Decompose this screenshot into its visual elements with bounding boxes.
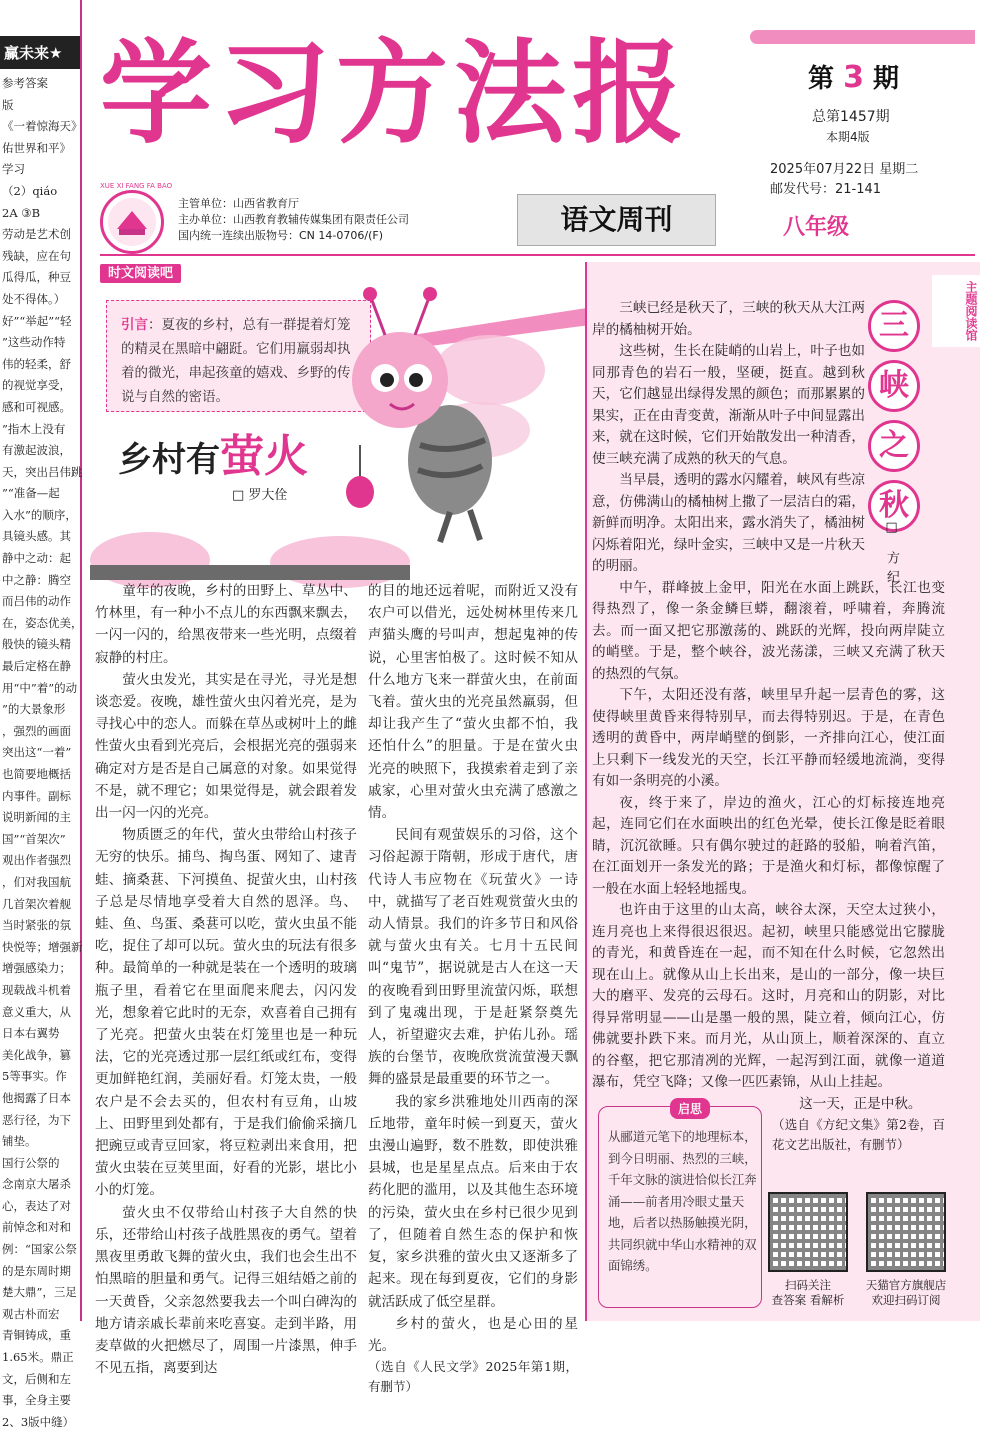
qishi-text: 从郦道元笔下的地理标本，到今日明丽、热烈的三峡，千年文脉的演进恰似长江奔涌——前者用冷眼丈量天地，后者以热肠触摸光阴，共同织就中华山水精神的双面锦绣。 [608,1129,757,1273]
strip-line: 铺垫。 [2,1134,37,1149]
strip-line: 中之静：腾空 [2,572,71,587]
strip-line: ”指木上没有 [2,421,66,436]
strip-line: 日本右翼势 [2,1026,60,1041]
intro-label: 引言 [121,317,148,333]
strip-text [0,73,83,1433]
hill-illustration [90,520,410,580]
logo-text: XUE XI FANG FA BAO [100,182,173,190]
total-issue: 总第1457期 [812,109,890,125]
strip-line: 念南京大屠杀 [2,1177,71,1192]
strip-line: 瓜得瓜，种豆 [2,270,71,285]
publisher-line: 主办单位：山西教育教辅传媒集团有限责任公司 [178,213,409,226]
title-char: 峡 [868,360,920,412]
title-char: 三 [868,300,920,352]
strip-line: （2）qiáo [2,183,58,198]
strip-line: 佑世界和平》 [2,140,71,155]
right-article-body [592,298,945,1155]
strip-line: 天，突出吕伟跳 [2,464,83,479]
paragraph: 三峡已经是秋天了，三峡的秋天从大江两岸的橘柚树开始。 [592,300,865,338]
paragraph: 下午，太阳还没有落，峡里早升起一层青色的雾，这使得峡里黄昏来得特别早，而去得特别迟。于是，在青色透明的黄昏中，两岸峭壁的倒影，一齐排向江心，使江面上只剩下一线发光的天空，长江平静而轻缓地流淌，变得有如一条明亮的小溪。 [592,687,945,789]
previous-page-strip [0,0,83,1429]
issue-accent-bar [750,30,975,44]
strip-line: 最后定格在静 [2,659,71,674]
strip-line: 快悦等；增强新 [2,939,83,954]
strip-line: 有激起波浪， [2,443,71,458]
strip-line: 《一着惊海天》 [2,119,83,134]
strip-line: 版 [2,97,14,112]
strip-line: 静中之动：起 [2,551,71,566]
paragraph: 萤火虫不仅带给山村孩子大自然的快乐，还带给山村孩子战胜黑夜的勇气。望着黑夜里勇敢飞舞的萤火虫，我们也会生出不怕黑暗的胆量和勇气。记得三姐结婚之前的一天黄昏，父亲忽然要我去一个叫白碑沟的地方请亲戚长辈前来吃喜宴。走到半路，用麦草做的火把燃尽了，周围一片漆黑，伸手不见五指，离要到达 [95,1204,357,1377]
strip-line: 事，全身主要 [2,1393,71,1408]
weekly-title: 语文周刊 [517,194,716,246]
paragraph: 这一天，正是中秋。 [799,1095,922,1112]
strip-line: 观出作者强烈 [2,853,71,868]
side-section-tag: 主题阅读馆 [932,275,988,347]
strip-line: 处不得体。） [2,291,66,306]
strip-line: 入水”的顺序， [2,507,77,522]
strip-line: 内事件。副标 [2,788,71,803]
strip-line: 2A ③B [2,205,41,220]
strip-line: 学习 [2,162,25,177]
paragraph: 民间有观萤娱乐的习俗，这个习俗起源于隋朝，形成于唐代，唐代诗人韦应物在《玩萤火》一诗中，就描写了老百姓观赏萤火虫的动人情景。我们的许多节日和风俗就与萤火虫有关。七月十五民间叫“鬼节”，据说就是古人在这一天的夜晚看到田野里流萤闪烁，联想到了鬼魂出现，于是赶紧祭奠先人，祈望避灾去难，护佑儿孙。瑶族的台堡节，夜晚欣赏流萤漫天飘舞的盛景是最重要的环节之一。 [368,827,578,1088]
author-byline-left: □ 罗大佺 [232,488,288,503]
qishi-label: 启思 [670,1098,710,1119]
strip-line: 他揭露了日本 [2,1090,71,1105]
firefly-illustration [330,280,550,560]
article-column-2 [368,580,578,1397]
qr-code[interactable] [866,1192,946,1272]
section-tag-label: 时文阅读吧 [100,264,181,283]
article-title-fireflies [118,420,308,484]
strip-line: 感和可视感。 [2,399,71,414]
title-char: 秋 [868,480,920,532]
strip-line: 国”“首架次” [2,831,66,846]
strip-line: 青铜铸成，重 [2,1328,71,1343]
strip-line: 参考答案 [2,76,48,90]
strip-line: 伟的轻柔，舒 [2,356,71,371]
paragraph: 物质匮乏的年代，萤火虫带给山村孩子无穷的快乐。捕鸟、掏鸟蛋、网知了、逮青蛙、摘桑葚、下河摸鱼、捉萤火虫，山村孩子总是尽情地享受着大自然的恩泽。鸟、蛙、鱼、鸟蛋、桑葚可以吃，萤火虫虽不能吃，捉住了却可以玩。萤火虫的玩法有很多种。最简单的一种就是装在一个透明的玻璃瓶子里，看着它在里面爬来爬去，闪闪发光，想象着它此时的无奈，欢喜着自己拥有了光亮。把萤火虫装在灯笼里也是一种玩法，它的光亮透过那一层红纸或红布，变得更加鲜艳红润，美丽好看。灯笼太贵，一般农户是不会去买的，但农村有豆角，山坡上、田野里到处都有，于是我们偷偷采摘几把豌豆或青豆回家，将豆粒剥出来食用，把萤火虫装在豆荚里面，好看的光影，堪比小小的灯笼。 [95,827,357,1199]
section-tag-left [100,262,181,281]
page-count: 本期4版 [826,130,870,144]
issue-prefix: 第 [808,64,835,94]
strip-line: ”的大景象形 [2,702,66,717]
strip-line: 好”“举起”“轻 [2,313,72,328]
strip-line: 前悼念和对和 [2,1220,71,1235]
grade-label: 八年级 [783,215,850,240]
qr-block-answers[interactable] [768,1192,848,1308]
strip-line: 心，表达了对 [2,1198,71,1213]
strip-badge: 赢未来★ [0,36,80,69]
strip-line: ，们对我国航 [2,874,71,889]
paragraph: 这些树，生长在陡峭的山岩上，叶子也如同那青色的岩石一般，坚硬，挺直。越到秋天，它们越显出绿得发黑的颜色；而那累累的果实，正在由青变黄，渐渐从叶子中间显露出来，就在这时候，它们开始散发出一种清香，使三峡充满了成熟的秋天的气息。 [592,343,865,467]
issue-suffix: 期 [873,64,900,94]
strip-line: 恶行径，为下 [2,1112,71,1127]
newspaper-logo [100,190,164,254]
strip-line: 几首架次着舰 [2,896,71,911]
newspaper-brand-title: 学习方法报 [100,28,690,159]
strip-line: 的是东周时期 [2,1263,71,1278]
strip-line: 美化战争，篡 [2,1047,71,1062]
issue-date: 2025年07月22日 星期二 [770,162,919,177]
paragraph: 当早晨，透明的露水闪耀着，峡风有些凉意，仿佛满山的橘柚树上撒了一层洁白的霜，新鲜而明净。太阳出来，露水消失了，橘油树闪烁着阳光，绿叶金实，三峡中又是一片秋天的明丽。 [592,472,865,574]
source-note-right: （选自《方纪文集》第2卷，百花文艺出版社，有删节） [772,1117,945,1152]
qr-caption: 天猫官方旗舰店 [865,1278,947,1292]
strip-line: 用“中”着”的动 [2,680,78,695]
strip-line: 增强感染力； [2,961,71,976]
qr-caption: 查答案 看解析 [771,1293,845,1307]
paragraph: 我的家乡洪雅地处川西南的深丘地带，童年时候一到夏天，萤火虫漫山遍野，数不胜数，即使洪雅县城，也是星星点点。后来由于农药化肥的滥用，以及其他生态环境的污染，萤火虫在乡村已很少见到了，但随着自然生态的保护和恢复，家乡洪雅的萤火虫又逐渐多了起来。现在每到夏夜，它们的身影就活跃成了低空星群。 [368,1093,578,1310]
strip-line: ”“准备—起 [2,486,60,501]
strip-line: 而吕伟的动作 [2,594,71,609]
strip-line: 例：“国家公祭 [2,1242,77,1257]
publisher-line: 国内统一连续出版物号：CN 14-0706/(F) [178,229,383,242]
paragraph: 萤火虫发光，其实是在寻光，寻光是想谈恋爱。夜晚，雄性萤火虫闪着光亮，是为寻找心中的恋人。而躲在草丛或树叶上的雌性萤火虫看到光亮后，会根据光亮的强弱来确定对方是否是自己属意的对象。如果觉得不是，就不理它；如果觉得是，就会跟着发出一闪一闪的光亮。 [95,671,357,822]
strip-line: 1.65米。鼎正 [2,1350,74,1365]
paragraph: 的目的地还远着呢，而附近又没有农户可以借光，远处树林里传来几声猫头鹰的号叫声，想起鬼神的传说，心里害怕极了。这时候不知从什么地方飞来一群萤火虫，在前面飞着。萤火虫的光亮虽然羸弱，但却让我产生了“萤火虫都不怕，我还怕什么”的胆量。于是在萤火虫光亮的映照下，我摸索着走到了亲戚家，心里对萤火虫充满了感激之情。 [368,583,578,822]
strip-line: 当时紧张的氛 [2,918,71,933]
qr-block-store[interactable] [866,1192,956,1308]
strip-line: 劳动是艺术创 [2,227,71,242]
publisher-info [178,196,409,244]
qr-caption: 欢迎扫码订阅 [871,1293,941,1307]
post-code: 邮发代号：21-141 [770,182,882,197]
publisher-line: 主管单位：山西省教育厅 [178,197,299,210]
strip-line: 般快的镜头精 [2,637,71,652]
strip-line: 在，姿态优美， [2,615,83,630]
strip-line: 2、3版中缝） [2,1414,75,1429]
qr-code[interactable] [768,1192,848,1272]
paragraph: 童年的夜晚，乡村的田野上、草丛中、竹林里，有一种小不点儿的东西飘来飘去，一闪一闪的，给黑夜带来一些光明，点缀着寂静的村庄。 [95,583,357,666]
paragraph: 乡村的萤火，也是心田的星光。 [368,1315,578,1354]
strip-line: 的视觉享受， [2,378,71,393]
qr-caption: 扫码关注 [785,1278,831,1292]
title-accent: 萤火 [220,431,308,482]
intro-text: ：夏夜的乡村，总有一群提着灯笼的精灵在黑暗中翩跹。它们用羸弱却执着的微光，串起孩童的嬉戏、乡野的传说与自然的密语。 [121,317,351,405]
source-note-left: （选自《人民文学》2025年第1期，有删节） [368,1359,578,1395]
title-prefix: 乡村有 [118,440,220,480]
strip-line: 观古朴而宏 [2,1306,60,1321]
strip-line: 具镜头感。其 [2,529,71,544]
strip-line: 国行公祭的 [2,1155,60,1170]
paragraph: 也许由于这里的山太高，峡谷太深，天空太过狭小，连月亮也上来得很迟很迟。起初，峡里只能感觉出它朦胧的青光，和黄昏连在一起，而不知在什么时候，它忽然出现在山上。就像从山上长出来，是山的一部分，像一块巨大的磨平、发亮的云母石。这时，月亮和山的阴影，对比得异常明显——山是墨一般的黑，陡立着，倾向江心，仿佛就要扑跌下来。而月光，从山顶上，顺着深深的、直立的谷壑，把它那清冽的光辉，一起泻到江面，就像一道道瀑布，凭空飞降；又像一匹匹素锦，从山上挂起。 [592,902,945,1090]
issue-number [808,58,899,95]
article-column-1 [95,580,357,1379]
strip-line: 文，后侧和左 [2,1371,71,1386]
issue-no: 3 [843,60,864,95]
title-char: 之 [868,420,920,472]
paragraph: 中午，群峰披上金甲，阳光在水面上跳跃，长江也变得热烈了，像一条金鳞巨蟒，翻滚着，呼啸着，奔腾流去。而一面又把它那激荡的、跳跃的光辉，投向两岸陡立的峭壁。于是，整个峡谷，波光荡漾，三峡又充满了秋天的热烈的气氛。 [592,579,945,682]
strip-line: 意义重大，从 [2,1004,71,1019]
strip-line: 现载战斗机着 [2,982,71,997]
strip-line: 说明新闻的主 [2,810,71,825]
strip-line: 残缺，应在句 [2,248,71,263]
header-divider [100,254,975,256]
strip-line: ，强烈的画面 [2,723,71,738]
strip-line: 5等事实。作 [2,1069,67,1084]
paragraph: 夜，终于来了，岸边的渔火，江心的灯标接连地亮起，连同它们在水面映出的红色光晕，使长江像是眨着眼睛，沉沉欲睡。只有偶尔驶过的赶路的驳船，响着汽笛，在江面划开一条发光的路；于是渔火和灯标，都像惊醒了一般在水面上轻轻地摇曳。 [592,794,945,897]
author-byline-right: □ 方纪 [884,520,899,590]
strip-line: ”这些动作特 [2,335,66,350]
strip-line: 也简要地概括 [2,767,71,781]
strip-line: 突出这“一着” [2,745,72,760]
strip-line: 楚大鼎”，三足 [2,1285,77,1300]
